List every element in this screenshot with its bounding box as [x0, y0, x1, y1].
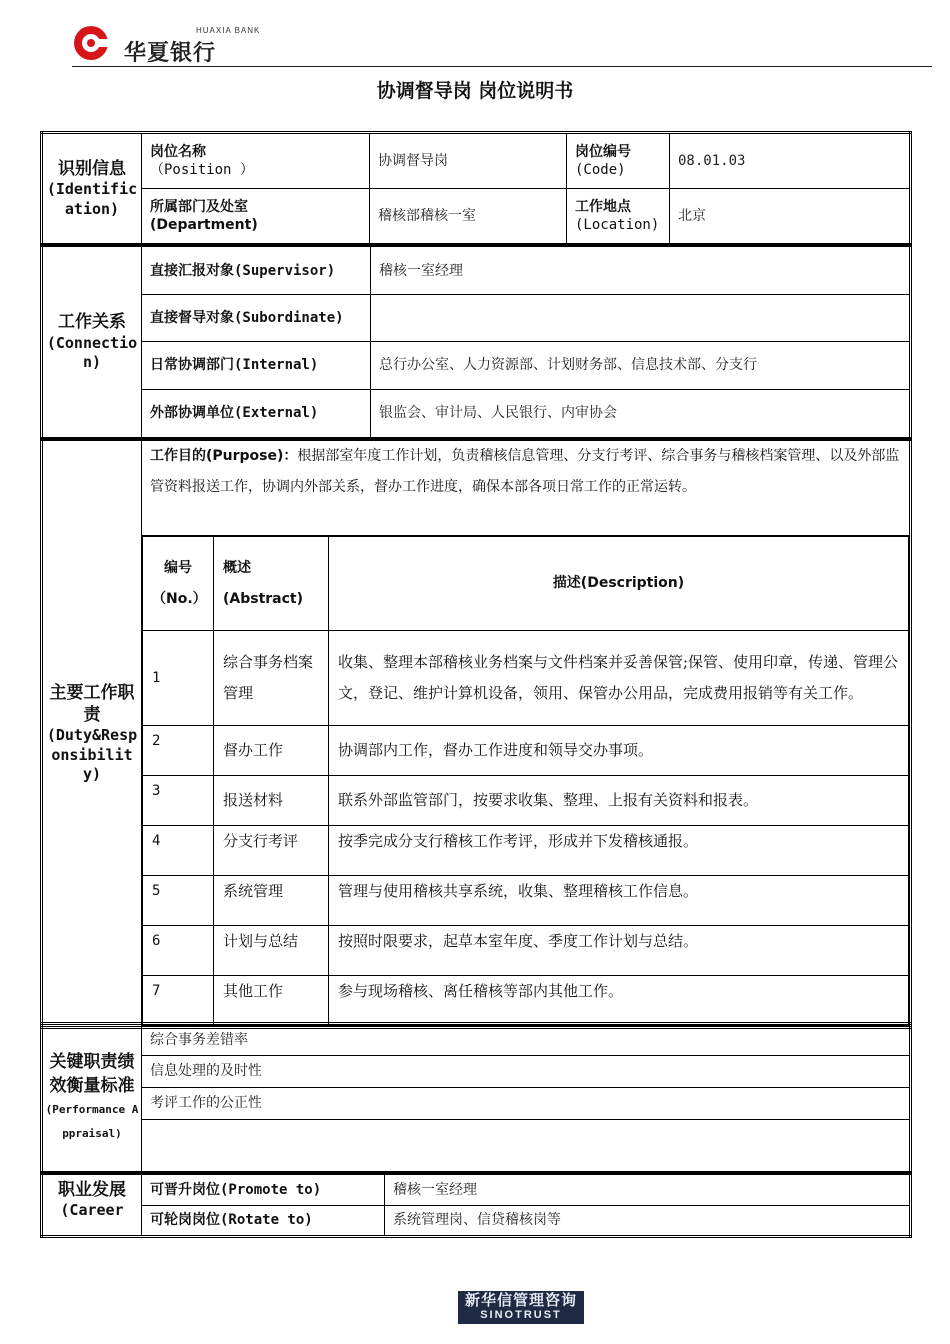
department-label: 所属部门及处室 (Department)	[142, 189, 370, 245]
identification-section-label: 识别信息 (Identification)	[42, 133, 142, 245]
bank-name-cn: 华夏银行	[124, 41, 217, 66]
duty-row: 3 报送材料 联系外部监管部门，按要求收集、整理、上报有关资料和报表。	[143, 776, 909, 826]
sinotrust-logo	[458, 1291, 584, 1324]
code-label: 岗位编号 (Code)	[567, 133, 670, 189]
duty-row: 5 系统管理 管理与使用稽核共享系统，收集、整理稽核工作信息。	[143, 876, 909, 926]
duty-row: 7 其他工作 参与现场稽核、离任稽核等部内其他工作。	[143, 976, 909, 1026]
bank-logo	[72, 22, 272, 66]
performance-section-label: 关键职责绩效衡量标准 (Performance Appraisal)	[42, 1024, 142, 1173]
header-abstract: 概述(Abstract)	[214, 537, 329, 631]
bank-name-en: HUAXIA BANK	[196, 26, 261, 35]
identification-table	[40, 131, 912, 246]
career-section-label: 职业发展 (Career	[42, 1174, 142, 1237]
supervisor-label: 直接汇报对象(Supervisor)	[142, 246, 371, 295]
duty-row: 4 分支行考评 按季完成分支行稽核工作考评，形成并下发稽核通报。	[143, 826, 909, 876]
performance-item	[142, 1120, 911, 1173]
duty-section-label: 主要工作职责 (Duty&Responsibility)	[42, 440, 142, 1028]
position-value: 协调督导岗	[370, 133, 567, 189]
department-value: 稽核部稽核一室	[370, 189, 567, 245]
external-value: 银监会、审计局、人民银行、内审协会	[371, 389, 911, 439]
performance-item: 综合事务差错率	[142, 1024, 911, 1056]
career-table	[40, 1172, 912, 1238]
purpose-cell	[142, 440, 911, 536]
huaxia-logo-icon	[72, 24, 110, 62]
duty-row: 1 综合事务档案管理 收集、整理本部稽核业务档案与文件档案并妥善保管;保管、使用印章，传递、管理公文，登记、维护计算机设备，领用、保管办公用品，完成费用报销等有关工作。	[143, 631, 909, 726]
duty-items-table	[142, 536, 909, 1026]
rotate-value: 系统管理岗、信贷稽核岗等	[385, 1205, 911, 1237]
consultant-name-cn: 新华信管理咨询	[464, 1291, 577, 1309]
internal-value: 总行办公室、人力资源部、计划财务部、信息技术部、分支行	[371, 342, 911, 389]
consultant-name-en: SINOTRUST	[480, 1309, 562, 1321]
duty-items-cell	[142, 536, 911, 1028]
connection-table	[40, 244, 912, 440]
header-no: 编号（No.）	[143, 537, 214, 631]
performance-item: 信息处理的及时性	[142, 1056, 911, 1088]
purpose-label: 工作目的(Purpose)：	[150, 448, 298, 464]
internal-label: 日常协调部门(Internal)	[142, 342, 371, 389]
document-title: 协调督导岗 岗位说明书	[376, 80, 574, 102]
header-description: 描述(Description)	[329, 537, 909, 631]
promote-label: 可晋升岗位(Promote to)	[142, 1174, 385, 1206]
connection-section-label: 工作关系 (Connection)	[42, 246, 142, 439]
location-label: 工作地点 (Location)	[567, 189, 670, 245]
duty-row: 6 计划与总结 按照时限要求，起草本室年度、季度工作计划与总结。	[143, 926, 909, 976]
supervisor-value: 稽核一室经理	[371, 246, 911, 295]
duty-row: 2 督办工作 协调部内工作，督办工作进度和领导交办事项。	[143, 726, 909, 776]
duty-table	[40, 438, 912, 1029]
subordinate-label: 直接督导对象(Subordinate)	[142, 295, 371, 342]
performance-item: 考评工作的公正性	[142, 1088, 911, 1120]
performance-table	[40, 1022, 912, 1174]
purpose-text: 根据部室年度工作计划，负责稽核信息管理、分支行考评、综合事务与稽核档案管理、以及外部监管资料报送工作，协调内外部关系，督办工作进度，确保本部各项日常工作的正常运转。	[150, 448, 900, 495]
promote-value: 稽核一室经理	[385, 1174, 911, 1206]
location-value: 北京	[670, 189, 911, 245]
position-label: 岗位名称 （Position ）	[142, 133, 370, 189]
code-value: 08.01.03	[670, 133, 911, 189]
header-divider	[72, 66, 932, 67]
rotate-label: 可轮岗岗位(Rotate to)	[142, 1205, 385, 1237]
external-label: 外部协调单位(External)	[142, 389, 371, 439]
subordinate-value	[371, 295, 911, 342]
